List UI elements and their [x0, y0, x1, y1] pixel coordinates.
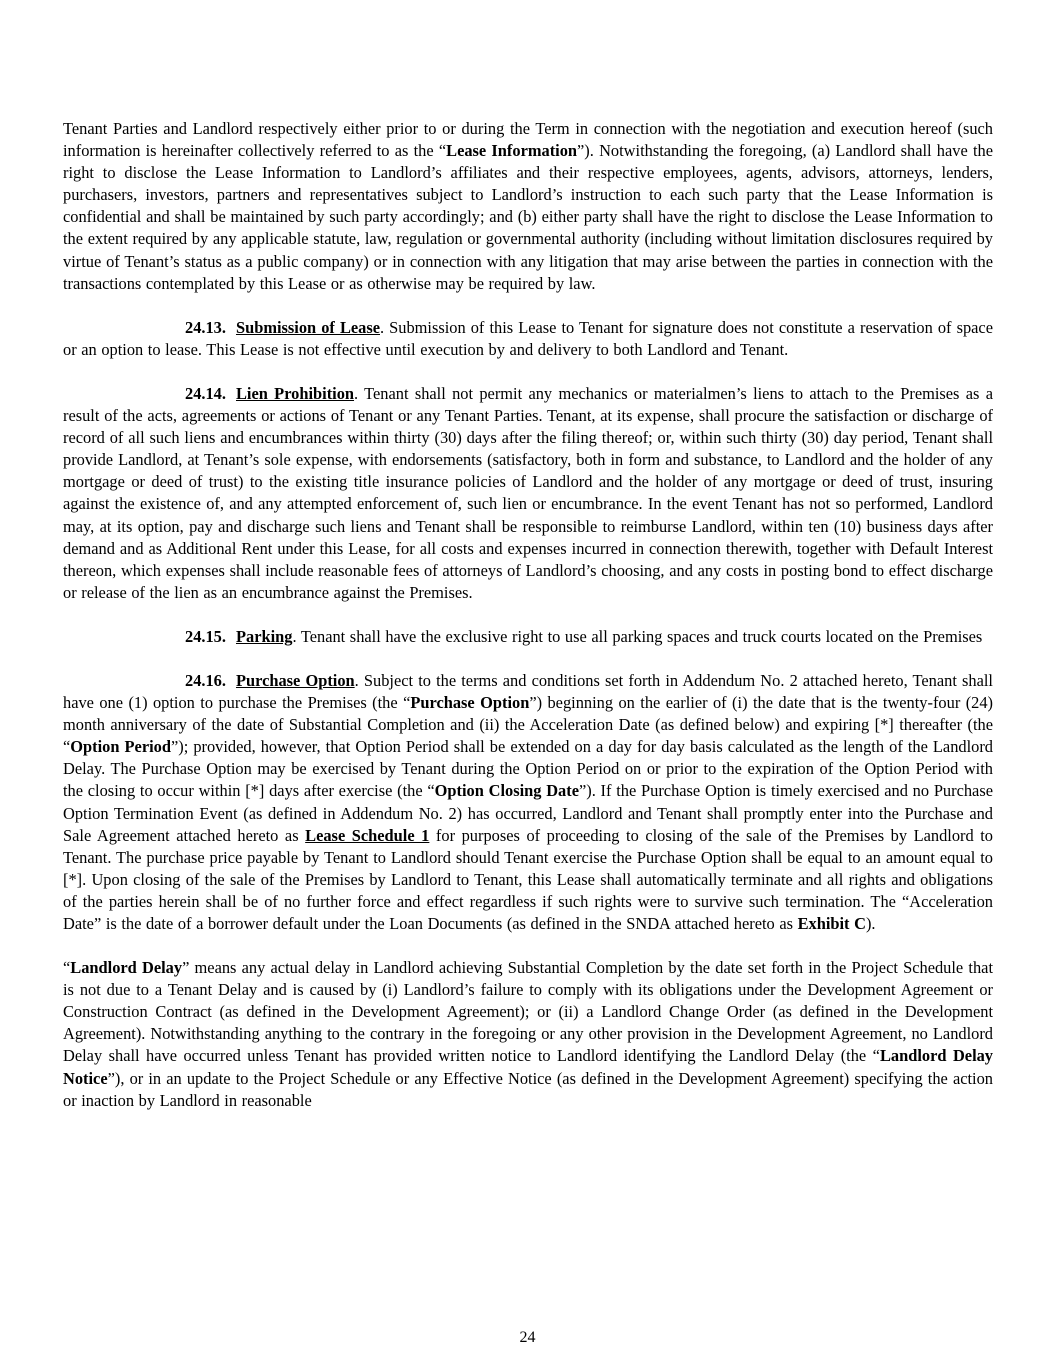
body-text: ”), or in an update to the Project Schedule or any Effective Notice (as defined in the Development Agreement) specifying the action or inaction by Landlord in reasonable — [63, 1068, 993, 1110]
body-text: ”) beginning on the earlier of (i) the date that is the twenty-four (24) month anniversary of the date of Substantial Completion and (ii) the Acceleration Date (as defined below) and expiring [*] thereafter (the “ — [63, 693, 993, 757]
body-text: for purposes of proceeding to closing of the sale of the Premises by Landlord to Tenant. The purchase price payable by Tenant to Landlord should Tenant exercise the Purchase Option shall be equal to an amount equal to [*]. Upon closing of the sale of the Premises by Landlord to Tenant, this Lease shall automatically terminate and all rights and obligations of the parties herein shall be of no further force and effect regardless if such rights were to survive such termination. The “Acceleration Date” is the date of a borrower default under the Loan Documents (as defined in the SNDA attached hereto as — [63, 825, 993, 933]
section-24-13-submission-of-lease — [63, 317, 993, 361]
term-lease-schedule-1: Lease Schedule 1 — [305, 825, 430, 845]
page-number: 24 — [519, 1329, 536, 1346]
paragraph-lease-information — [63, 118, 993, 295]
body-text: ”). Notwithstanding the foregoing, (a) Landlord shall have the right to disclose the Lease Information to Landlord’s affiliates and their respective employees, agents, advisors, attorneys, lenders, purchasers, investors, partners and representatives subject to Landlord’s instruction to each such party that the Lease Information is confidential and shall be maintained by such party accordingly; and (b) either party shall have the right to disclose the Lease Information to the extent required by any applicable statute, law, regulation or governmental authority (including without limitation disclosures required by virtue of Tenant’s status as a public company) or in connection with any litigation that may arise between the parties in connection with the transactions contemplated by this Lease or as otherwise may be required by law. — [63, 141, 993, 293]
section-number: 24.15. — [185, 626, 226, 646]
body-text: ”); provided, however, that Option Period shall be extended on a day for day basis calculated as the length of the Landlord Delay. The Purchase Option may be exercised by Tenant during the Option Period on or prior to the expiration of the Option Period with the closing to occur within [*] days after exercise (the “ — [63, 737, 994, 801]
term-option-closing-date: Option Closing Date — [434, 781, 579, 801]
section-24-14-lien-prohibition — [63, 383, 993, 604]
term-lease-information: Lease Information — [446, 141, 578, 161]
section-heading: Lien Prohibition — [235, 383, 355, 403]
body-text: ”). If the Purchase Option is timely exercised and no Purchase Option Termination Event (as defined in Addendum No. 2) has occurred, Landlord and Tenant shall promptly enter into the Purchase and Sale Agreement attached hereto as — [63, 781, 993, 845]
body-text: . Submission of this Lease to Tenant for signature does not constitute a reservation of space or an option to lease. This Lease is not effective until execution by and delivery to both Landlord and Tenant. — [63, 317, 993, 359]
term-option-period: Option Period — [70, 737, 171, 757]
section-heading: Parking — [235, 626, 293, 646]
body-text: “ — [63, 958, 71, 978]
term-landlord-delay: Landlord Delay — [70, 958, 183, 978]
body-text: . Tenant shall not permit any mechanics or materialmen’s liens to attach to the Premises as a result of the acts, agreements or actions of Tenant or any Tenant Parties. Tenant, at its expense, shall procure the satisfaction or discharge of record of all such liens and encumbrances within thirty (30) days after the filing thereof; or, within such thirty (30) day period, Tenant shall provide Landlord, at Tenant’s sole expense, with endorsements (satisfactory, both in form and substance, to Landlord and the holder of any mortgage or deed of trust) to the existing title insurance policies of Landlord and the holder of any mortgage or deed of trust, insuring against the existence of, and any attempted enforcement of, such lien or encumbrance. In the event Tenant has not so performed, Landlord may, at its option, pay and discharge such liens and Tenant shall be responsible to reimburse Landlord, within ten (10) business days after demand and as Additional Rent under this Lease, for all costs and expenses incurred in connection therewith, together with Default Interest thereon, which expenses shall include reasonable fees of attorneys of Landlord’s choosing, and any costs in posting bond to effect discharge or release of the lien as an encumbrance against the Premises. — [63, 383, 993, 602]
section-number: 24.14. — [185, 383, 226, 403]
body-text: Tenant Parties and Landlord respectively either prior to or during the Term in connection with the negotiation and execution hereof (such information is hereinafter collectively referred to as the “ — [63, 119, 993, 161]
body-text: ). — [865, 914, 876, 933]
section-heading: Purchase Option — [235, 670, 355, 690]
section-number: 24.16. — [185, 670, 226, 690]
paragraph-landlord-delay-definition — [63, 957, 993, 1112]
body-text: ” means any actual delay in Landlord achieving Substantial Completion by the date set forth in the Project Schedule that is not due to a Tenant Delay and is caused by (i) Landlord’s failure to comply with its obligations under the Development Agreement or Construction Contract (as defined in the Development Agreement); or (ii) a Landlord Change Order (as defined in the Development Agreement). Notwithstanding anything to the contrary in the foregoing or any other provision in the Development Agreement, no Landlord Delay shall have occurred unless Tenant has provided written notice to Landlord identifying the Landlord Delay (the “ — [63, 958, 993, 1066]
body-text: . Subject to the terms and conditions set forth in Addendum No. 2 attached hereto, Tenant shall have one (1) option to purchase the Premises (the “ — [63, 670, 993, 713]
term-exhibit-c: Exhibit C — [797, 914, 866, 933]
body-text: . Tenant shall have the exclusive right to use all parking spaces and truck courts located on the Premises — [292, 626, 983, 646]
section-number: 24.13. — [185, 317, 226, 337]
term-landlord-delay-notice: Landlord Delay Notice — [63, 1046, 994, 1088]
section-24-16-purchase-option — [63, 670, 993, 935]
section-24-15-parking — [63, 626, 993, 648]
section-heading: Submission of Lease — [235, 317, 380, 337]
term-purchase-option: Purchase Option — [410, 693, 530, 713]
